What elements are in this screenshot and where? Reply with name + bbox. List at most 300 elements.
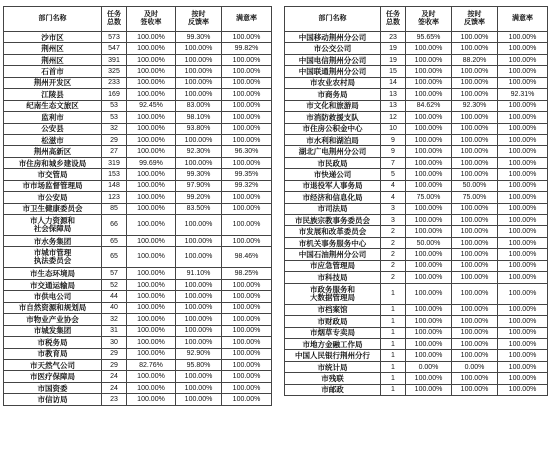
dept-name-cell: 中国移动荆州分公司 <box>285 32 381 43</box>
value-cell: 10 <box>381 123 406 134</box>
dept-name-cell: 市商务局 <box>285 89 381 100</box>
value-cell: 92.45% <box>127 100 176 111</box>
value-cell: 100.00% <box>452 215 498 226</box>
dept-name-cell: 荆州高新区 <box>4 146 102 157</box>
value-cell: 100.00% <box>127 348 176 359</box>
value-cell: 100.00% <box>406 384 452 395</box>
value-cell: 100.00% <box>498 249 548 260</box>
value-cell: 100.00% <box>406 66 452 77</box>
value-cell: 100.00% <box>127 146 176 157</box>
value-cell: 100.00% <box>498 226 548 237</box>
value-cell: 100.00% <box>176 337 222 348</box>
value-cell: 100.00% <box>222 100 272 111</box>
table-row <box>285 134 548 145</box>
dept-name-cell: 市文化和旅游局 <box>285 100 381 111</box>
table-row <box>285 192 548 203</box>
table-row <box>285 203 548 214</box>
table-row <box>4 169 272 180</box>
value-cell: 100.00% <box>498 157 548 168</box>
value-cell: 40 <box>102 302 127 313</box>
dept-name-cell: 市住房和城乡建设局 <box>4 157 102 168</box>
value-cell: 100.00% <box>222 112 272 123</box>
value-cell: 29 <box>102 359 127 370</box>
table-row <box>285 338 548 349</box>
value-cell: 23 <box>381 32 406 43</box>
value-cell: 100.00% <box>127 32 176 43</box>
col-timely-sign-rate: 及时 签收率 <box>406 7 452 32</box>
value-cell: 100.00% <box>498 100 548 111</box>
value-cell: 100.00% <box>498 316 548 327</box>
dept-name-cell: 市住房公积金中心 <box>285 123 381 134</box>
table-row <box>4 32 272 43</box>
value-cell: 13 <box>381 100 406 111</box>
value-cell: 100.00% <box>498 169 548 180</box>
value-cell: 24 <box>102 371 127 382</box>
header-row <box>4 7 272 32</box>
value-cell: 0.00% <box>452 361 498 372</box>
dept-name-cell: 市财政局 <box>285 316 381 327</box>
value-cell: 15 <box>381 66 406 77</box>
value-cell: 148 <box>102 180 127 191</box>
value-cell: 100.00% <box>452 157 498 168</box>
col-ontime-feedback-rate: 按时 反馈率 <box>452 7 498 32</box>
value-cell: 100.00% <box>176 302 222 313</box>
value-cell: 100.00% <box>452 66 498 77</box>
header-row <box>285 7 548 32</box>
value-cell: 169 <box>102 89 127 100</box>
value-cell: 100.00% <box>452 43 498 54</box>
value-cell: 100.00% <box>406 180 452 191</box>
dept-name-cell: 市国资委 <box>4 382 102 393</box>
table-row <box>285 112 548 123</box>
table-row <box>285 316 548 327</box>
value-cell: 99.35% <box>222 169 272 180</box>
value-cell: 100.00% <box>406 77 452 88</box>
col-dept-name: 部门名称 <box>4 7 102 32</box>
value-cell: 100.00% <box>176 325 222 336</box>
value-cell: 100.00% <box>452 203 498 214</box>
value-cell: 31 <box>102 325 127 336</box>
value-cell: 100.00% <box>406 54 452 65</box>
dept-name-cell: 市公安局 <box>4 192 102 203</box>
col-timely-sign-rate: 及时 签收率 <box>127 7 176 32</box>
value-cell: 5 <box>381 169 406 180</box>
dept-name-cell: 中国联通荆州分公司 <box>285 66 381 77</box>
value-cell: 100.00% <box>127 268 176 279</box>
value-cell: 32 <box>102 314 127 325</box>
dept-name-cell: 市应急管理局 <box>285 260 381 271</box>
value-cell: 100.00% <box>406 373 452 384</box>
dept-name-cell: 市城发集团 <box>4 325 102 336</box>
value-cell: 100.00% <box>127 203 176 214</box>
value-cell: 100.00% <box>406 338 452 349</box>
table-row <box>285 54 548 65</box>
value-cell: 100.00% <box>222 394 272 405</box>
value-cell: 50.00% <box>406 237 452 248</box>
value-cell: 100.00% <box>406 272 452 283</box>
value-cell: 100.00% <box>452 350 498 361</box>
value-cell: 100.00% <box>127 314 176 325</box>
col-satisfaction-rate: 满意率 <box>498 7 548 32</box>
dept-name-cell: 市退役军人事务局 <box>285 180 381 191</box>
value-cell: 100.00% <box>176 279 222 290</box>
value-cell: 100.00% <box>176 247 222 268</box>
value-cell: 100.00% <box>406 134 452 145</box>
dept-name-cell: 市供电公司 <box>4 291 102 302</box>
value-cell: 100.00% <box>452 272 498 283</box>
dept-name-cell: 市司法局 <box>285 203 381 214</box>
value-cell: 19 <box>381 54 406 65</box>
value-cell: 100.00% <box>406 260 452 271</box>
dept-name-cell: 江陵县 <box>4 89 102 100</box>
value-cell: 100.00% <box>406 157 452 168</box>
value-cell: 100.00% <box>127 337 176 348</box>
table-row <box>4 215 272 236</box>
dept-name-cell: 市消防救援支队 <box>285 112 381 123</box>
value-cell: 100.00% <box>406 89 452 100</box>
table-row <box>4 123 272 134</box>
table-row <box>4 54 272 65</box>
value-cell: 100.00% <box>127 77 176 88</box>
value-cell: 100.00% <box>222 359 272 370</box>
table-row <box>4 112 272 123</box>
value-cell: 2 <box>381 272 406 283</box>
dept-name-cell: 湖北广电荆州分公司 <box>285 146 381 157</box>
table-row <box>4 302 272 313</box>
value-cell: 100.00% <box>127 394 176 405</box>
value-cell: 100.00% <box>498 338 548 349</box>
dept-name-cell: 荆州开发区 <box>4 77 102 88</box>
value-cell: 2 <box>381 249 406 260</box>
dept-name-cell: 中国石油荆州分公司 <box>285 249 381 260</box>
col-satisfaction-rate: 满意率 <box>222 7 272 32</box>
dept-name-cell: 市水利和湖泊局 <box>285 134 381 145</box>
dept-name-cell: 荆州区 <box>4 43 102 54</box>
dept-name-cell: 市人力资源和 社会保障局 <box>4 215 102 236</box>
value-cell: 99.30% <box>176 32 222 43</box>
dept-name-cell: 市档案馆 <box>285 304 381 315</box>
value-cell: 100.00% <box>127 134 176 145</box>
value-cell: 65 <box>102 247 127 268</box>
col-task-total: 任务 总数 <box>102 7 127 32</box>
value-cell: 100.00% <box>222 236 272 247</box>
value-cell: 24 <box>102 382 127 393</box>
value-cell: 100.00% <box>127 247 176 268</box>
value-cell: 1 <box>381 361 406 372</box>
dept-name-cell: 中国电信荆州分公司 <box>285 54 381 65</box>
table-row <box>285 169 548 180</box>
table-row <box>4 337 272 348</box>
table-row <box>4 146 272 157</box>
value-cell: 100.00% <box>127 325 176 336</box>
dept-name-cell: 石首市 <box>4 66 102 77</box>
value-cell: 100.00% <box>452 384 498 395</box>
dept-name-cell: 市医疗保障局 <box>4 371 102 382</box>
dept-name-cell: 市卫生健康委员会 <box>4 203 102 214</box>
value-cell: 100.00% <box>498 304 548 315</box>
value-cell: 100.00% <box>406 226 452 237</box>
value-cell: 100.00% <box>176 291 222 302</box>
value-cell: 100.00% <box>127 169 176 180</box>
table-row <box>4 89 272 100</box>
left-stats-table <box>3 6 272 406</box>
value-cell: 100.00% <box>452 316 498 327</box>
value-cell: 83.00% <box>176 100 222 111</box>
value-cell: 100.00% <box>498 192 548 203</box>
value-cell: 100.00% <box>498 134 548 145</box>
value-cell: 99.30% <box>176 169 222 180</box>
value-cell: 100.00% <box>406 304 452 315</box>
dept-name-cell: 市地方金融工作局 <box>285 338 381 349</box>
value-cell: 13 <box>381 89 406 100</box>
table-row <box>285 157 548 168</box>
table-row <box>4 348 272 359</box>
value-cell: 100.00% <box>176 43 222 54</box>
value-cell: 100.00% <box>176 236 222 247</box>
dept-name-cell: 市机关事务服务中心 <box>285 237 381 248</box>
value-cell: 100.00% <box>176 314 222 325</box>
value-cell: 100.00% <box>222 382 272 393</box>
dept-name-cell: 市公交公司 <box>285 43 381 54</box>
value-cell: 100.00% <box>498 146 548 157</box>
value-cell: 27 <box>102 146 127 157</box>
table-row <box>285 226 548 237</box>
value-cell: 100.00% <box>452 338 498 349</box>
value-cell: 1 <box>381 327 406 338</box>
dept-name-cell: 市邮政 <box>285 384 381 395</box>
table-body <box>4 32 272 406</box>
value-cell: 53 <box>102 100 127 111</box>
value-cell: 100.00% <box>452 77 498 88</box>
value-cell: 100.00% <box>498 373 548 384</box>
dept-name-cell: 市经济和信息化局 <box>285 192 381 203</box>
value-cell: 0.00% <box>406 361 452 372</box>
value-cell: 100.00% <box>222 291 272 302</box>
dept-name-cell: 市税务局 <box>4 337 102 348</box>
value-cell: 100.00% <box>498 112 548 123</box>
value-cell: 98.46% <box>222 247 272 268</box>
value-cell: 100.00% <box>176 89 222 100</box>
dept-name-cell: 市民政局 <box>285 157 381 168</box>
value-cell: 100.00% <box>222 157 272 168</box>
value-cell: 100.00% <box>222 279 272 290</box>
value-cell: 2 <box>381 226 406 237</box>
value-cell: 100.00% <box>222 203 272 214</box>
value-cell: 100.00% <box>452 112 498 123</box>
value-cell: 100.00% <box>222 371 272 382</box>
value-cell: 100.00% <box>176 371 222 382</box>
value-cell: 100.00% <box>222 89 272 100</box>
value-cell: 100.00% <box>127 54 176 65</box>
dept-name-cell: 荆州区 <box>4 54 102 65</box>
table-row <box>4 236 272 247</box>
table-row <box>4 43 272 54</box>
table-row <box>285 304 548 315</box>
value-cell: 547 <box>102 43 127 54</box>
dept-name-cell: 市农业农村局 <box>285 77 381 88</box>
value-cell: 100.00% <box>406 249 452 260</box>
dept-name-cell: 市烟草专卖局 <box>285 327 381 338</box>
dept-name-cell: 市城市管理 执法委员会 <box>4 247 102 268</box>
value-cell: 95.65% <box>406 32 452 43</box>
value-cell: 1 <box>381 373 406 384</box>
value-cell: 100.00% <box>406 169 452 180</box>
dept-name-cell: 市自然资源和规划局 <box>4 302 102 313</box>
value-cell: 100.00% <box>498 43 548 54</box>
value-cell: 319 <box>102 157 127 168</box>
table-row <box>4 291 272 302</box>
value-cell: 50.00% <box>452 180 498 191</box>
value-cell: 1 <box>381 384 406 395</box>
dept-name-cell: 市民族宗教事务委员会 <box>285 215 381 226</box>
table-row <box>285 272 548 283</box>
dept-name-cell: 监利市 <box>4 112 102 123</box>
table-row <box>4 268 272 279</box>
value-cell: 100.00% <box>452 32 498 43</box>
value-cell: 100.00% <box>127 180 176 191</box>
col-task-total: 任务 总数 <box>381 7 406 32</box>
value-cell: 100.00% <box>406 43 452 54</box>
value-cell: 100.00% <box>127 291 176 302</box>
value-cell: 92.30% <box>176 146 222 157</box>
table-row <box>285 361 548 372</box>
value-cell: 100.00% <box>222 215 272 236</box>
dept-name-cell: 松滋市 <box>4 134 102 145</box>
value-cell: 100.00% <box>452 373 498 384</box>
dept-name-cell: 市交管局 <box>4 169 102 180</box>
dept-name-cell: 市科技局 <box>285 272 381 283</box>
dept-name-cell: 市天然气公司 <box>4 359 102 370</box>
value-cell: 100.00% <box>498 327 548 338</box>
col-dept-name: 部门名称 <box>285 7 381 32</box>
value-cell: 100.00% <box>222 302 272 313</box>
value-cell: 100.00% <box>127 192 176 203</box>
value-cell: 100.00% <box>222 314 272 325</box>
value-cell: 153 <box>102 169 127 180</box>
value-cell: 3 <box>381 203 406 214</box>
value-cell: 100.00% <box>452 169 498 180</box>
value-cell: 100.00% <box>127 236 176 247</box>
value-cell: 99.32% <box>222 180 272 191</box>
value-cell: 93.80% <box>176 123 222 134</box>
value-cell: 4 <box>381 180 406 191</box>
value-cell: 100.00% <box>498 384 548 395</box>
table-row <box>285 327 548 338</box>
value-cell: 82.76% <box>127 359 176 370</box>
value-cell: 29 <box>102 134 127 145</box>
value-cell: 100.00% <box>452 226 498 237</box>
value-cell: 100.00% <box>406 316 452 327</box>
value-cell: 99.20% <box>176 192 222 203</box>
value-cell: 32 <box>102 123 127 134</box>
value-cell: 100.00% <box>127 66 176 77</box>
value-cell: 100.00% <box>127 123 176 134</box>
dept-name-cell: 市水务集团 <box>4 236 102 247</box>
table-row <box>4 279 272 290</box>
dept-name-cell: 市统计局 <box>285 361 381 372</box>
table-row <box>4 314 272 325</box>
table-row <box>4 203 272 214</box>
value-cell: 4 <box>381 192 406 203</box>
value-cell: 9 <box>381 146 406 157</box>
value-cell: 98.10% <box>176 112 222 123</box>
value-cell: 57 <box>102 268 127 279</box>
value-cell: 100.00% <box>222 348 272 359</box>
value-cell: 100.00% <box>498 203 548 214</box>
value-cell: 44 <box>102 291 127 302</box>
table-row <box>285 215 548 226</box>
table-row <box>285 43 548 54</box>
value-cell: 65 <box>102 236 127 247</box>
table-row <box>285 283 548 304</box>
dept-name-cell: 公安县 <box>4 123 102 134</box>
value-cell: 100.00% <box>452 123 498 134</box>
value-cell: 100.00% <box>452 304 498 315</box>
table-row <box>285 180 548 191</box>
value-cell: 100.00% <box>452 134 498 145</box>
value-cell: 100.00% <box>498 32 548 43</box>
value-cell: 96.30% <box>222 146 272 157</box>
value-cell: 75.00% <box>452 192 498 203</box>
value-cell: 1 <box>381 304 406 315</box>
value-cell: 3 <box>381 215 406 226</box>
value-cell: 1 <box>381 283 406 304</box>
value-cell: 1 <box>381 338 406 349</box>
table-row <box>285 100 548 111</box>
value-cell: 100.00% <box>452 237 498 248</box>
value-cell: 233 <box>102 77 127 88</box>
value-cell: 100.00% <box>498 283 548 304</box>
value-cell: 100.00% <box>222 325 272 336</box>
value-cell: 98.25% <box>222 268 272 279</box>
value-cell: 100.00% <box>176 54 222 65</box>
table-row <box>4 371 272 382</box>
value-cell: 95.80% <box>176 359 222 370</box>
value-cell: 100.00% <box>222 32 272 43</box>
dept-name-cell: 市教育局 <box>4 348 102 359</box>
value-cell: 391 <box>102 54 127 65</box>
value-cell: 100.00% <box>222 123 272 134</box>
table-body <box>285 32 548 396</box>
value-cell: 97.90% <box>176 180 222 191</box>
value-cell: 99.69% <box>127 157 176 168</box>
value-cell: 92.31% <box>498 89 548 100</box>
value-cell: 100.00% <box>498 66 548 77</box>
table-row <box>4 359 272 370</box>
value-cell: 88.20% <box>452 54 498 65</box>
value-cell: 573 <box>102 32 127 43</box>
value-cell: 100.00% <box>452 283 498 304</box>
value-cell: 100.00% <box>452 146 498 157</box>
value-cell: 100.00% <box>498 260 548 271</box>
table-row <box>285 66 548 77</box>
value-cell: 100.00% <box>452 249 498 260</box>
value-cell: 75.00% <box>406 192 452 203</box>
value-cell: 100.00% <box>406 327 452 338</box>
dept-name-cell: 中国人民银行荆州分行 <box>285 350 381 361</box>
table-row <box>285 260 548 271</box>
value-cell: 100.00% <box>222 77 272 88</box>
value-cell: 100.00% <box>498 54 548 65</box>
dept-name-cell: 市信访局 <box>4 394 102 405</box>
table-row <box>4 157 272 168</box>
table-row <box>285 77 548 88</box>
value-cell: 100.00% <box>498 123 548 134</box>
value-cell: 100.00% <box>176 157 222 168</box>
table-row <box>4 247 272 268</box>
value-cell: 29 <box>102 348 127 359</box>
value-cell: 100.00% <box>127 371 176 382</box>
